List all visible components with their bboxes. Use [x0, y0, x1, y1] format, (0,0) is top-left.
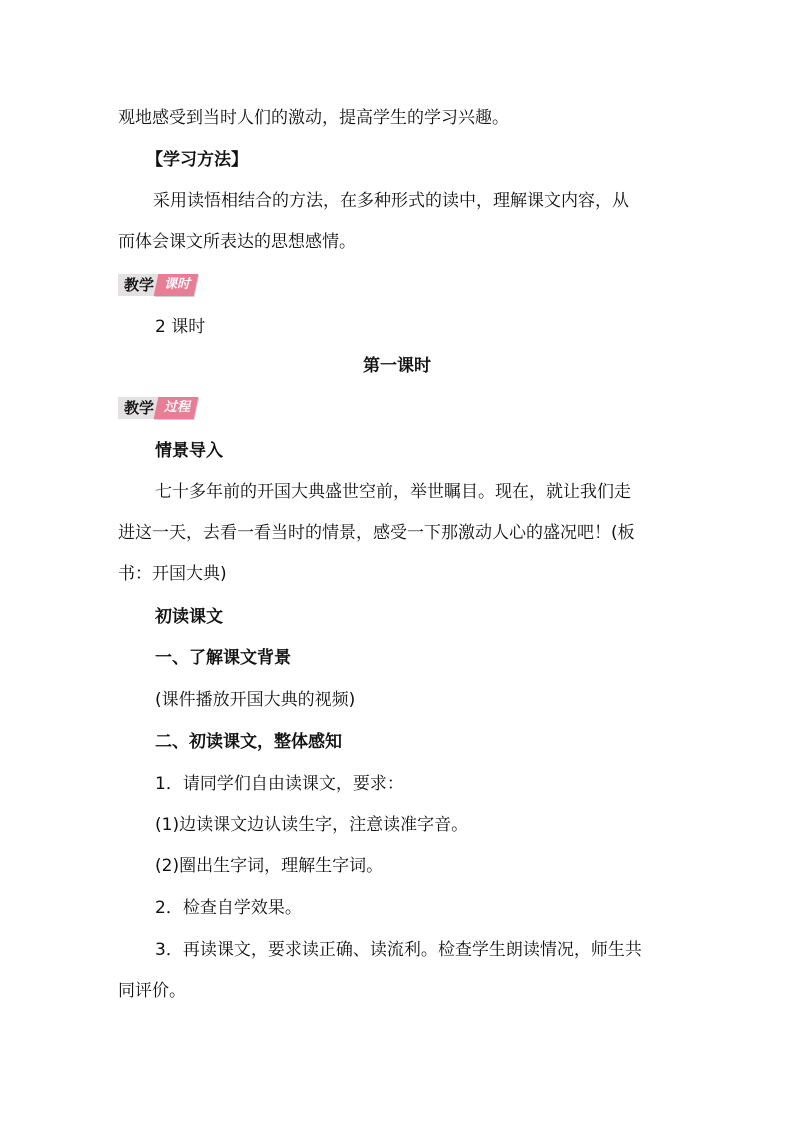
lesson-title: 第一课时: [363, 356, 431, 376]
tag-label-teaching: 教学: [118, 397, 160, 419]
method-heading: 【学习方法】: [146, 150, 248, 170]
background-subheading: 一、了解课文背景: [155, 648, 291, 668]
method-text-line2: 而体会课文所表达的思想感情。: [118, 232, 356, 252]
step-1b-text: (2)圈出生字词，理解生字词。: [155, 856, 384, 876]
tag-label-teaching: 教学: [118, 274, 160, 296]
step-1a-text: (1)边读课文边认读生字，注意读准字音。: [155, 815, 469, 835]
background-note: (课件播放开国大典的视频): [155, 690, 356, 710]
scene-text-line2: 进这一天，去看一看当时的情景，感受一下那激动人心的盛况吧！(板: [118, 523, 635, 543]
overall-subheading: 二、初读课文，整体感知: [155, 732, 342, 752]
tag-label-hours: [154, 274, 199, 296]
step-1-text: 1．请同学们自由读课文，要求：: [155, 774, 404, 794]
scene-text-line1: 七十多年前的开国大典盛世空前，举世瞩目。现在，就让我们走: [155, 482, 631, 502]
step-3-text-line2: 同评价。: [118, 981, 186, 1001]
step-2-text: 2．检查自学效果。: [155, 898, 302, 918]
scene-text-line3: 书：开国大典): [118, 564, 227, 584]
first-read-heading: 初读课文: [155, 607, 223, 627]
tag-label-process: [154, 397, 199, 419]
teaching-process-tag: [118, 397, 196, 419]
teaching-hours-tag: [118, 274, 196, 296]
method-text-line1: 采用读悟相结合的方法，在多种形式的读中，理解课文内容，从: [153, 191, 629, 211]
hours-text: 2 课时: [155, 317, 206, 337]
tag-label-process-text: 过程: [164, 400, 191, 415]
step-3-text-line1: 3．再读课文，要求读正确、读流利。检查学生朗读情况，师生共: [155, 940, 642, 960]
intro-tail-text: 观地感受到当时人们的激动，提高学生的学习兴趣。: [118, 108, 509, 128]
scene-heading: 情景导入: [155, 441, 223, 461]
tag-label-hours-text: 课时: [164, 277, 191, 292]
